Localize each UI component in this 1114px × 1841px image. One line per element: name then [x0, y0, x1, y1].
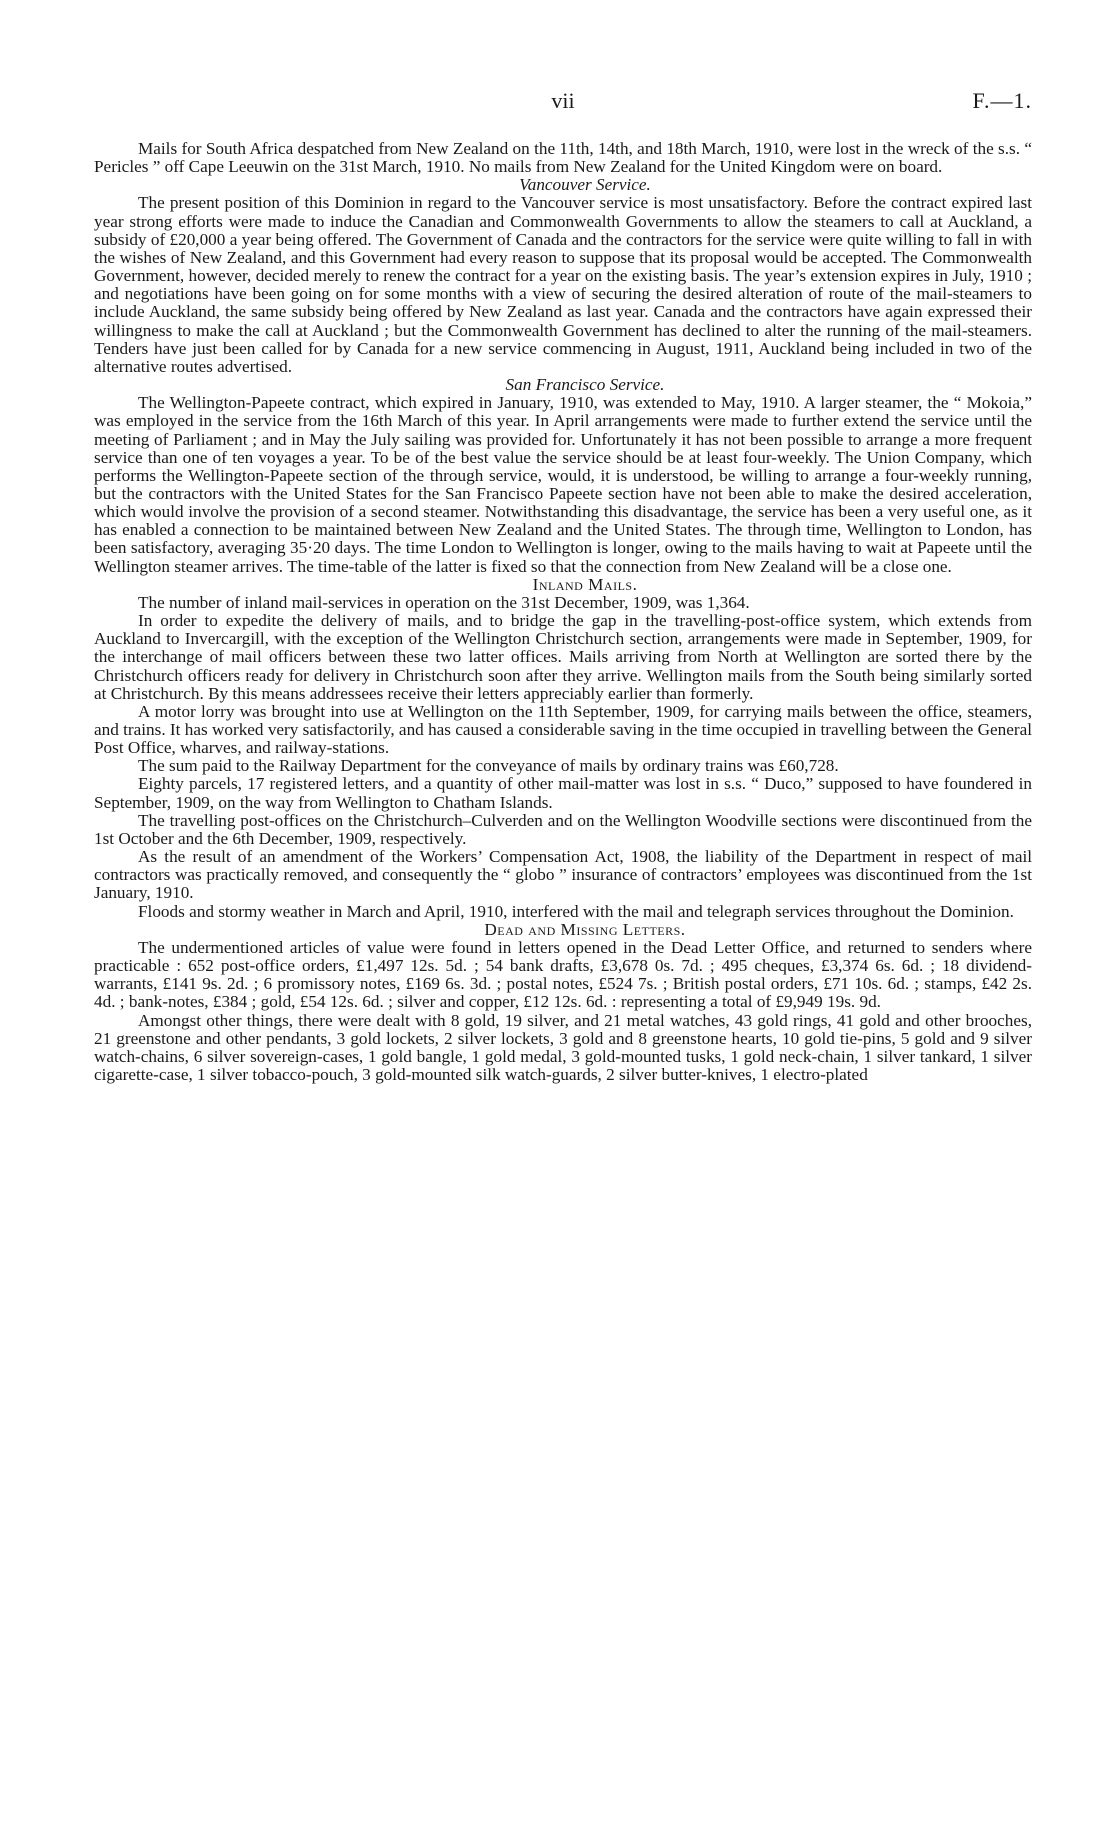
document-reference: F.—1. [972, 88, 1032, 113]
page-number: vii [551, 88, 575, 113]
page-body [94, 140, 1032, 1084]
san-francisco-paragraph: The Wellington-Papeete contract, which expired in January, 1910, was extended to May, 1910. A larger steamer, the “ Mokoia,” was employed in the service from the 16th March of this year. In April arrangements were made to further extend the service until the meeting of Parliament ; and in May the July sailing was provided for. Unfortunately it has not been possible to arrange a more frequent service than one of ten voyages a year. To be of the best value the service should be at least four-weekly. The Union Company, which performs the Wellington-Papeete section of the through service, would, it is understood, be willing to arrange a four-weekly running, but the contractors with the United States for the San Francisco Papeete section have not been able to make the desired acceleration, which would involve the provision of a second steamer. Notwithstanding this disadvantage, the service has been a very useful one, as it has enabled a connection to be maintained between New Zealand and the United States. The through time, Wellington to London, has been satisfactory, averaging 35·20 days. The time London to Wellington is longer, owing to the mails having to wait at Papeete until the Wellington steamer arrives. The time-table of the latter is fixed so that the connection from New Zealand will be a close one. [94, 393, 1032, 576]
section-heading-inland-mails: Inland Mails. [532, 574, 638, 594]
dead-letters-paragraph-1: The undermentioned articles of value were found in letters opened in the Dead Letter Office, and returned to senders where practicable : 652 post-office orders, £1,497 12s. 5d. ; 54 bank drafts, £3,678 0s. 7d. ; 495 cheques, £3,374 6s. 6d. ; 18 dividend-warrants, £141 9s. 2d. ; 6 promissory notes, £169 6s. 3d. ; postal notes, £524 7s. ; British postal orders, £71 10s. 6d. ; stamps, £42 2s. 4d. ; bank-notes, £384 ; gold, £54 12s. 6d. ; silver and copper, £12 12s. 6d. : representing a total of £9,949 19s. 9d. [94, 937, 1032, 1012]
inland-paragraph-8: Floods and stormy weather in March and April, 1910, interfered with the mail and telegraph services throughout the Dominion. [138, 901, 1014, 921]
inland-paragraph-4: The sum paid to the Railway Department for the conveyance of mails by ordinary trains was £60,728. [138, 756, 839, 776]
inland-paragraph-3: A motor lorry was brought into use at Wellington on the 11th September, 1909, for carrying mails between the office, steamers, and trains. It has worked very satisfactorily, and has caused a considerable saving in the time occupied in travelling between the General Post Office, wharves, and railway-stations. [94, 701, 1032, 758]
section-heading-vancouver: Vancouver Service. [519, 175, 651, 195]
inland-paragraph-1: The number of inland mail-services in operation on the 31st December, 1909, was 1,364. [138, 592, 750, 612]
section-heading-san-francisco: San Francisco Service. [505, 375, 665, 395]
intro-paragraph: Mails for South Africa despatched from New Zealand on the 11th, 14th, and 18th March, 1910, were lost in the wreck of the s.s. “ Pericles ” off Cape Leeuwin on the 31st March, 1910. No mails from New Zealand for the United Kingdom were on board. [94, 139, 1032, 177]
dead-letters-paragraph-2: Amongst other things, there were dealt with 8 gold, 19 silver, and 21 metal watches, 43 gold rings, 41 gold and other brooches, 21 greenstone and other pendants, 3 gold lockets, 2 silver lockets, 3 gold and 8 greenstone hearts, 10 gold tie-pins, 5 gold and 9 silver watch-chains, 6 silver sovereign-cases, 1 gold bangle, 1 gold medal, 3 gold-mounted tusks, 1 gold neck-chain, 1 silver tankard, 1 silver cigarette-case, 1 silver tobacco-pouch, 3 gold-mounted silk watch-guards, 2 silver butter-knives, 1 electro-plated [94, 1010, 1032, 1084]
vancouver-paragraph: The present position of this Dominion in regard to the Vancouver service is most unsatisfactory. Before the contract expired last year strong efforts were made to induce the Canadian and Commonwealth Governments to allow the steamers to call at Auckland, a subsidy of £20,000 a year being offered. The Government of Canada and the contractors for the service were quite willing to fall in with the wishes of New Zealand, and this Government had every reason to suppose that its proposal would be accepted. The Commonwealth Government, however, decided merely to renew the contract for a year on the existing basis. The year’s extension expires in July, 1910 ; and negotiations have been going on for some months with a view of securing the desired alteration of route of the mail-steamers to include Auckland, the same subsidy being offered by New Zealand as last year. Canada and the contractors have again expressed their willingness to make the call at Auckland ; but the Commonwealth Government has declined to alter the running of the mail-steamers. Tenders have just been called for by Canada for a new service commencing in August, 1911, Auckland being included in two of the alternative routes advertised. [94, 193, 1032, 376]
inland-paragraph-6: The travelling post-offices on the Christchurch–Culverden and on the Wellington Woodville sections were discontinued from the 1st October and the 6th December, 1909, respectively. [94, 810, 1032, 848]
page-header [94, 88, 1032, 118]
inland-paragraph-5: Eighty parcels, 17 registered letters, and a quantity of other mail-matter was lost in s.s. “ Duco,” supposed to have foundered in September, 1909, on the way from Wellington to Chatham Islands. [94, 774, 1032, 812]
section-heading-dead-letters: Dead and Missing Letters. [484, 919, 686, 939]
inland-paragraph-7: As the result of an amendment of the Workers’ Compensation Act, 1908, the liability of the Department in respect of mail contractors was practically removed, and consequently the “ globo ” insurance of contractors’ employees was discontinued from the 1st January, 1910. [94, 847, 1032, 903]
inland-paragraph-2: In order to expedite the delivery of mails, and to bridge the gap in the travelling-post-office system, which extends from Auckland to Invercargill, with the exception of the Wellington Christchurch section, arrangements were made in September, 1909, for the interchange of mail officers between these two latter offices. Mails arriving from North at Wellington are sorted there by the Christchurch officers ready for delivery in Christchurch soon after they arrive. Wellington mails from the South being similarly sorted at Christchurch. By this means addressees receive their letters appreciably earlier than formerly. [94, 611, 1032, 703]
